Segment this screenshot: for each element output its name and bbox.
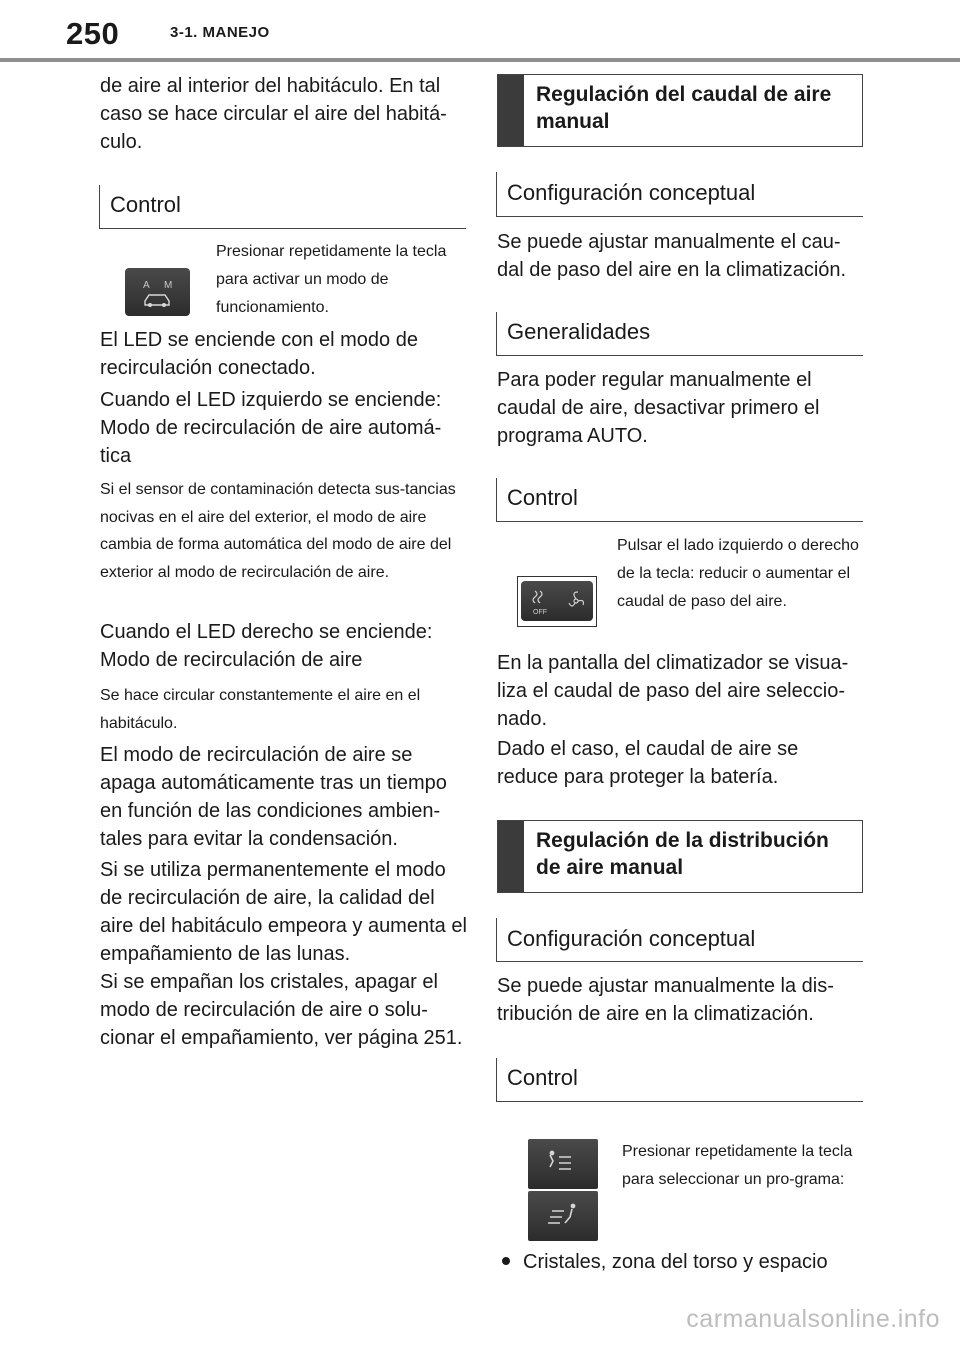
control-heading-2-label: Control	[507, 1065, 578, 1090]
fan-description: Pulsar el lado izquierdo o derecho de la tecla: reducir o aumentar el caudal de paso del aire.	[617, 537, 859, 610]
heading-bar	[498, 821, 524, 892]
distribution-lower-button	[528, 1191, 598, 1241]
watermark: carmanualsonline.info	[686, 1305, 940, 1333]
airflow-heading: Regulación del caudal de aire manual	[536, 83, 832, 133]
distribution-heading-box	[497, 820, 863, 893]
auto-led-label: A	[143, 280, 150, 291]
distribution-description: Presionar repetidamente la tecla para seleccionar un pro-grama:	[622, 1143, 853, 1188]
page-number: 250	[66, 16, 120, 51]
constant-note: Se hace circular constantemente el aire en el habitáculo.	[100, 687, 421, 732]
bullet-icon	[502, 1257, 510, 1265]
car-recirculation-icon	[125, 268, 190, 316]
general-heading	[496, 312, 863, 356]
distribution-heading: Regulación de la distribución de aire manual	[536, 829, 829, 879]
control-heading	[99, 185, 466, 229]
windshield-torso-icon	[528, 1139, 598, 1189]
concept-heading-2	[496, 918, 863, 962]
recirculation-button-image	[125, 268, 190, 316]
section-title: 3-1. MANEJO	[170, 24, 270, 41]
concept-heading-1-label: Configuración conceptual	[507, 180, 756, 205]
fan-speed-icon	[521, 581, 593, 621]
bullet-item-1: Cristales, zona del torso y espacio	[523, 1251, 828, 1273]
distribution-upper-button	[528, 1139, 598, 1189]
intro-paragraph: de aire al interior del habitáculo. En tal caso se hace circular el aire del habitá-culo.	[100, 75, 447, 153]
airflow-heading-box	[497, 74, 863, 147]
auto-off-text: El modo de recirculación de aire se apaga automáticamente tras un tiempo en función de las condiciones ambien-tales para evitar la condensación.	[100, 744, 447, 850]
control-description: Presionar repetidamente la tecla para activar un modo de funcionamiento.	[216, 243, 447, 316]
control-heading-label: Control	[110, 192, 181, 217]
display-text: En la pantalla del climatizador se visua-liza el caudal de paso del aire seleccio-nado.	[497, 652, 849, 730]
battery-text: Dado el caso, el caudal de aire se reduce para proteger la batería.	[497, 738, 799, 788]
permanent-text: Si se utiliza permanentemente el modo de recirculación de aire, la calidad del aire del habitáculo empeora y aumenta el empañamiento de las lunas.	[100, 859, 467, 965]
fan-off-label: OFF	[533, 609, 547, 616]
right-led-text: Cuando el LED derecho se enciende: Modo de recirculación de aire	[100, 621, 433, 671]
concept-heading-1	[496, 172, 863, 217]
general-text: Para poder regular manualmente el caudal de aire, desactivar primero el programa AUTO.	[497, 369, 820, 447]
general-heading-label: Generalidades	[507, 319, 651, 344]
concept-text-2: Se puede ajustar manualmente la dis-tribución de aire en la climatización.	[497, 975, 834, 1025]
fan-button-frame	[517, 576, 597, 627]
page-header	[0, 0, 960, 62]
concept-heading-2-label: Configuración conceptual	[507, 926, 756, 951]
heading-bar	[498, 75, 524, 146]
fog-text: Si se empañan los cristales, apagar el modo de recirculación de aire o solu-cionar el empañamiento, ver página 251.	[100, 971, 463, 1049]
led-intro: El LED se enciende con el modo de recirculación conectado.	[100, 329, 418, 379]
control-heading-1-label: Control	[507, 485, 578, 510]
torso-footwell-icon	[528, 1191, 598, 1241]
sensor-note: Si el sensor de contaminación detecta sus-tancias nocivas en el aire del exterior, el modo de aire cambia de forma automática del modo de aire del exterior al modo de recirculación de aire.	[100, 481, 456, 581]
manual-led-label: M	[164, 280, 173, 291]
control-heading-1	[496, 478, 863, 522]
concept-text-1: Se puede ajustar manualmente el cau-dal de paso del aire en la climatización.	[497, 231, 847, 281]
left-led-text: Cuando el LED izquierdo se enciende: Modo de recirculación de aire automá-tica	[100, 389, 442, 467]
header-divider	[0, 58, 960, 62]
fan-button-image	[521, 581, 593, 621]
control-heading-2	[496, 1058, 863, 1102]
